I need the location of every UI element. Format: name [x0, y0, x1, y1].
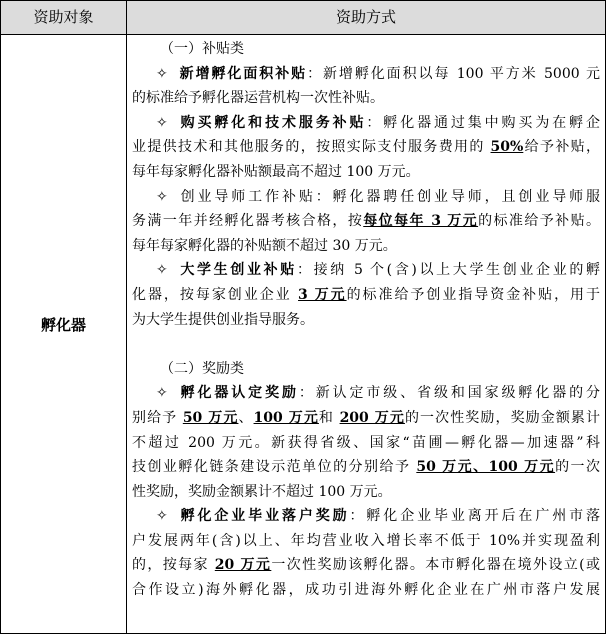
diamond-bullet-icon: ✧: [156, 385, 168, 402]
highlight-amount: 50 万元、100 万元: [416, 459, 556, 476]
item-name: 新增孵化面积补贴: [177, 65, 308, 82]
subsidy-item-4-line: 化器，按每家创业企业 3 万元的标准给予创业指导资金补贴，用于: [132, 286, 601, 303]
highlight-amount: 每位每年 3 万元: [363, 213, 479, 230]
subsidy-item-1: ✧ 新增孵化面积补贴：新增孵化面积以每 100 平方米 5000 元: [156, 65, 601, 82]
reward-item-2-line: 户发展两年(含)以上、年均营业收入增长率不低于 10%并实现盈利: [132, 532, 600, 549]
item-name: 创业导师工作补贴: [177, 188, 316, 205]
reward-item-1-line: 不超过 200 万元。新获得省级、国家“苗圃—孵化器—加速器”科: [132, 434, 600, 451]
item-name: 购买孵化和技术服务补贴: [177, 114, 367, 131]
reward-item-2-line: 的，按每家 20 万元一次性奖励该孵化器。本市孵化器在境外设立(或: [132, 557, 600, 574]
item-name: 孵化企业毕业落户奖励: [177, 508, 350, 525]
subsidy-item-2-line: 业提供技术和其他服务的，按照实际支付服务费用的 50%给予补贴，: [132, 139, 601, 156]
reward-item-1-line: 性奖励，奖励金额累计不超过 100 万元。: [132, 483, 392, 500]
highlight-amount: 50 万元: [182, 409, 239, 426]
target-cell-incubator: 孵化器: [40, 316, 86, 334]
highlight-amount: 200 万元: [339, 409, 405, 426]
subsidy-item-3: ✧ 创业导师工作补贴：孵化器聘任创业导师，且创业导师服: [156, 188, 600, 205]
reward-item-1: ✧ 孵化器认定奖励：新认定市级、省级和国家级孵化器的分: [156, 385, 600, 402]
highlight-amount: 20 万元: [214, 557, 272, 574]
header-funding-target: 资助对象: [33, 8, 94, 26]
highlight-amount: 100 万元: [253, 409, 319, 426]
subsidy-item-3-line: 务满一年并经孵化器考核合格，按每位每年 3 万元的标准给予补贴。: [132, 213, 600, 230]
subsidy-item-2: ✧ 购买孵化和技术服务补贴：孵化器通过集中购买为在孵企: [156, 114, 600, 131]
reward-item-1-line: 别给予 50 万元、100 万元和 200 万元的一次性奖励，奖励金额累计: [132, 409, 601, 426]
highlight-amount: 50%: [490, 139, 524, 156]
subsidy-item-4: ✧ 大学生创业补贴：接纳 5 个(含)以上大学生创业企业的孵: [156, 262, 601, 279]
highlight-amount: 3 万元: [298, 286, 347, 303]
header-funding-method: 资助方式: [335, 8, 396, 26]
section-title-reward: （二）奖励类: [160, 360, 244, 377]
reward-item-1-line: 技创业孵化链条建设示范单位的分别给予 50 万元、100 万元的一次: [132, 459, 600, 476]
diamond-bullet-icon: ✧: [156, 114, 168, 131]
table-header-row: [1, 1, 605, 35]
funding-method-cell: [132, 37, 600, 603]
reward-item-2-line: 合作设立)海外孵化器，成功引进海外孵化企业在广州市落户发展: [132, 582, 600, 599]
diamond-bullet-icon: ✧: [156, 65, 168, 82]
diamond-bullet-icon: ✧: [156, 188, 168, 205]
item-name: 孵化器认定奖励: [177, 385, 299, 402]
subsidy-item-4-line: 为大学生提供创业指导服务。: [132, 311, 314, 328]
subsidy-item-3-line: 每年每家孵化器的补贴额不超过 30 万元。: [132, 237, 397, 254]
column-divider: [126, 1, 127, 633]
reward-item-2: ✧ 孵化企业毕业落户奖励：孵化企业毕业离开后在广州市落: [156, 508, 600, 525]
blank-line: [132, 332, 600, 357]
diamond-bullet-icon: ✧: [156, 262, 168, 279]
section-title-subsidy: （一）补贴类: [160, 41, 244, 57]
item-name: 大学生创业补贴: [177, 262, 297, 279]
subsidy-item-1-line: 的标准给予孵化器运营机构一次性补贴。: [132, 90, 384, 107]
subsidy-item-2-line: 每年每家孵化器补贴额最高不超过 100 万元。: [132, 163, 420, 180]
diamond-bullet-icon: ✧: [156, 508, 168, 525]
